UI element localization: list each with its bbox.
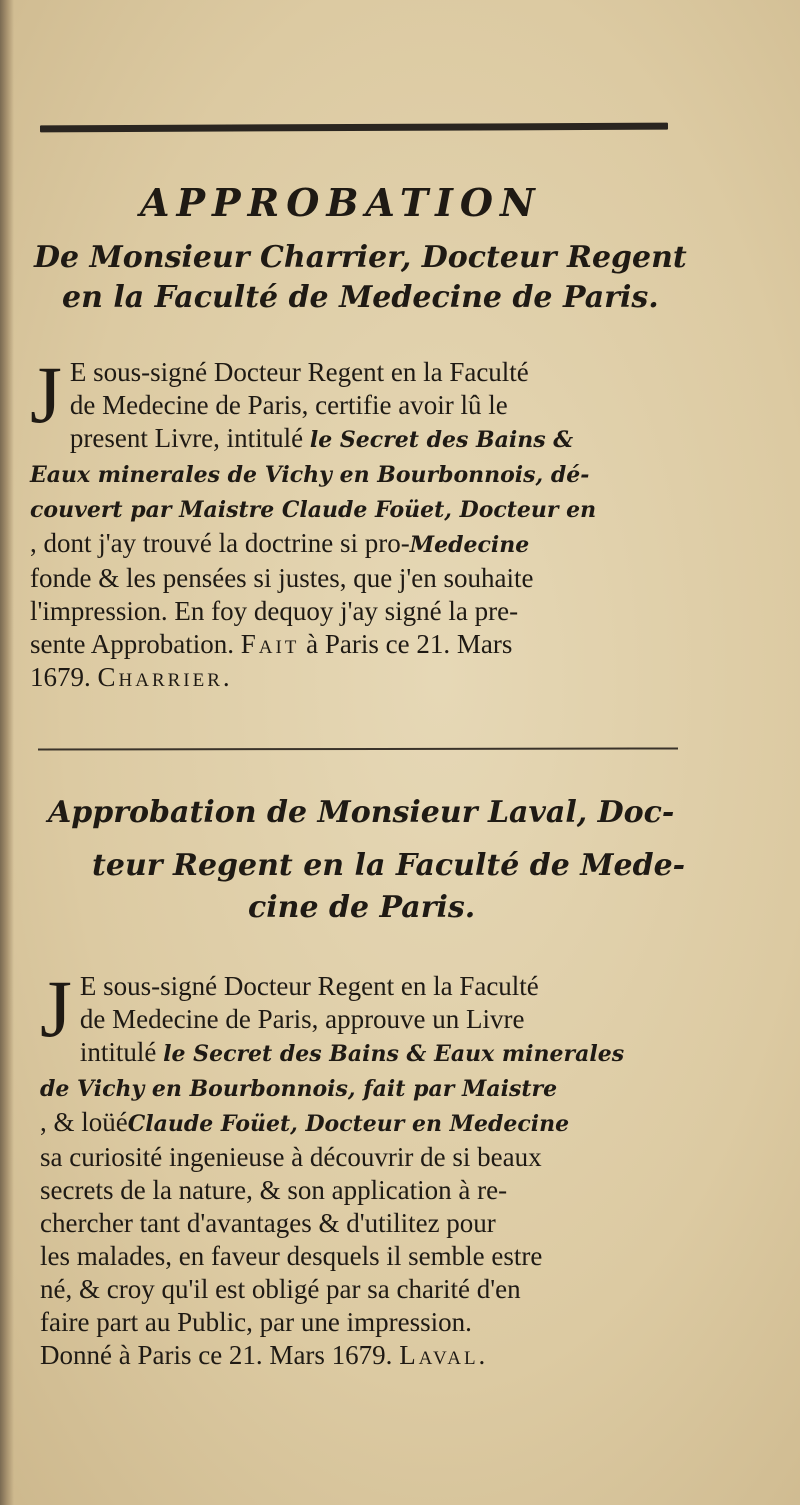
roman-text: intitulé (79, 1037, 164, 1067)
approbation-laval-title-line3: cine de Paris. (248, 890, 476, 925)
approbation-laval-title-line2: teur Regent en la Faculté de Mede- (92, 848, 686, 883)
text-line (30, 492, 700, 527)
roman-text: fonde & les pensées si justes, que j'en souhaite (30, 563, 534, 593)
smallcaps-text: Laval. (399, 1340, 489, 1370)
text-line (40, 1207, 710, 1240)
roman-text: sa curiosité ingenieuse à découvrir de si beaux (40, 1142, 542, 1172)
approbation-subtitle-line1: De Monsieur Charrier, Docteur Regent (34, 240, 687, 275)
roman-text: à Paris ce 21. Mars (299, 629, 513, 659)
text-line (30, 527, 700, 562)
roman-text: secrets de la nature, & son application à re- (40, 1175, 508, 1205)
roman-text: faire part au Public, par une impression. (40, 1307, 472, 1337)
approbation-laval-title-line1: Approbation de Monsieur Laval, Doc- (48, 795, 675, 830)
text-line (40, 1106, 710, 1141)
roman-text: 1679. (30, 662, 98, 692)
text-line (30, 661, 700, 694)
italic-text: de Vichy en Bourbonnois, fait par Maistre (40, 1076, 558, 1102)
text-line (30, 422, 700, 457)
roman-text: de Medecine de Paris, approuve un Livre (79, 1004, 525, 1034)
dropcap: J (30, 349, 62, 440)
binding-edge (0, 0, 14, 1505)
text-line (40, 1339, 710, 1372)
roman-text: , dont j'ay trouvé la doctrine si pro- (30, 528, 410, 558)
text-line (40, 1240, 710, 1273)
approbation-charrier-body (30, 349, 700, 694)
text-line (40, 1036, 710, 1071)
roman-text: E sous-signé Docteur Regent en la Faculté (69, 357, 529, 387)
italic-text: couvert par Maistre Claude Foüet, Docteur en (30, 497, 597, 523)
text-line (40, 1174, 710, 1207)
text-line (30, 595, 700, 628)
roman-text: Donné à Paris ce 21. Mars 1679. (40, 1340, 400, 1370)
roman-text: né, & croy qu'il est obligé par sa charité d'en (40, 1274, 521, 1304)
text-line (40, 1273, 710, 1306)
text-line (30, 356, 700, 389)
dropcap: J (40, 963, 72, 1054)
italic-text: Claude Foüet, Docteur en Medecine (127, 1111, 570, 1137)
roman-text: sente Approbation. (30, 629, 241, 659)
smallcaps-text: Fait (240, 629, 300, 659)
text-line (40, 1071, 710, 1106)
text-line (30, 457, 700, 492)
roman-text: E sous-signé Docteur Regent en la Faculté (79, 971, 539, 1001)
divider-rule (38, 747, 678, 750)
approbation-laval-body (40, 963, 710, 1372)
roman-text: de Medecine de Paris, certifie avoir lû le (69, 390, 508, 420)
approbation-title: APPROBATION (140, 180, 542, 225)
roman-text: present Livre, intitulé (69, 423, 310, 453)
roman-text: les malades, en faveur desquels il semble estre (40, 1241, 543, 1271)
text-line (40, 970, 710, 1003)
text-line (40, 1306, 710, 1339)
smallcaps-text: Charrier. (97, 662, 233, 692)
text-line (30, 389, 700, 422)
italic-text: le Secret des Bains & Eaux minerales (163, 1041, 625, 1067)
text-line (40, 1003, 710, 1036)
italic-text: Medecine (409, 532, 530, 558)
italic-text: Eaux minerales de Vichy en Bourbonnois, dé- (30, 462, 590, 488)
roman-text: chercher tant d'avantages & d'utilitez pour (40, 1208, 496, 1238)
approbation-subtitle-line2: en la Faculté de Medecine de Paris. (62, 280, 659, 315)
text-line (30, 562, 700, 595)
text-line (40, 1141, 710, 1174)
top-rule (40, 123, 668, 133)
italic-text: le Secret des Bains & (309, 427, 574, 453)
roman-text: , & loüé (40, 1107, 128, 1137)
roman-text: l'impression. En foy dequoy j'ay signé la pre- (30, 596, 519, 626)
text-line (30, 628, 700, 661)
